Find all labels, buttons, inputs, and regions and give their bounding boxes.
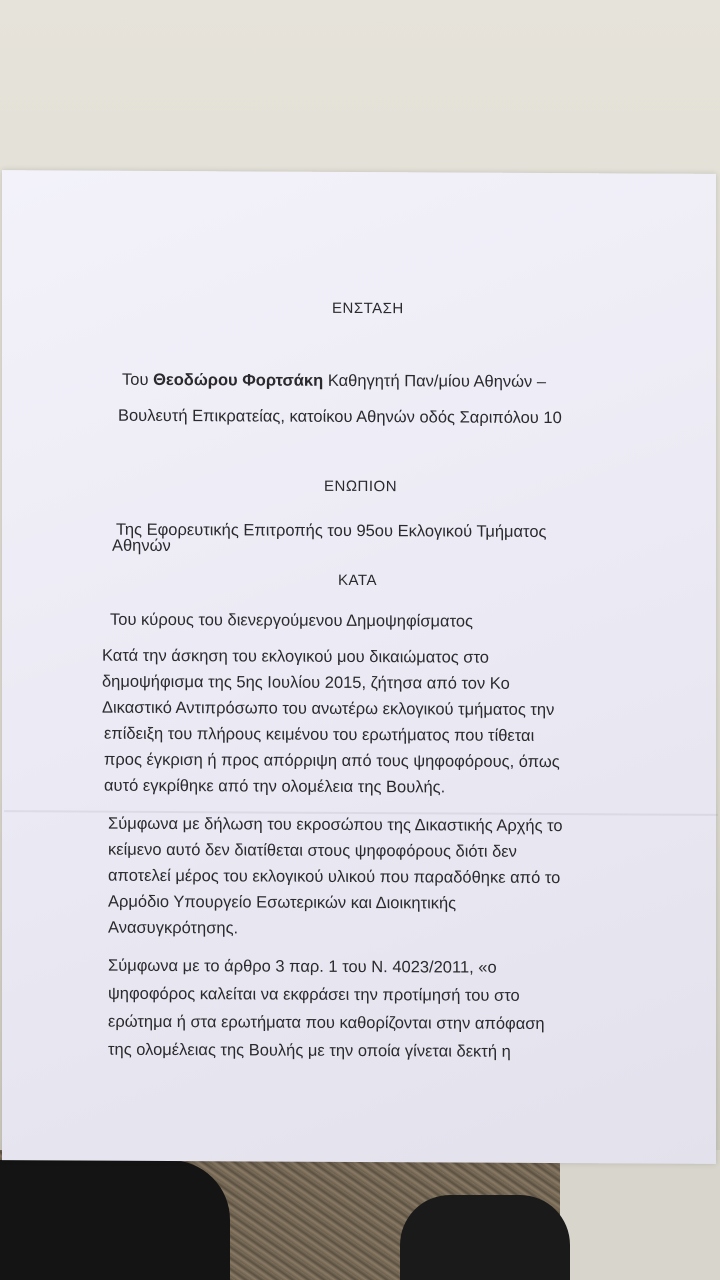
paragraph1-line-2: δημοψήφισμα της 5ης Ιουλίου 2015, ζήτησα από τον Κο [102,672,510,693]
paragraph2-line-4: Αρμόδιο Υπουργείο Εσωτερικών και Διοικητικής [108,892,457,913]
from-line1-rest: Καθηγητή Παν/μίου Αθηνών – [327,371,547,391]
desk-surface [560,1150,720,1280]
paragraph1-line-3: Δικαστικό Αντιπρόσωπο του ανωτέρω εκλογικού τμήματος την [102,698,555,720]
paragraph3-line-2: ψηφοφόρος καλείται να εκφράσει την προτίμησή του στο [108,984,520,1005]
paragraph2-line-3: αποτελεί μέρος του εκλογικού υλικού που παραδόθηκε από το [108,866,561,888]
shoe-right [400,1195,570,1280]
paragraph2-line-1: Σύμφωνα με δήλωση του εκροσώπου της Δικαστικής Αρχής το [108,814,563,836]
paragraph1-line-5: προς έγκριση ή προς απόρριψη από τους ψηφοφόρους, όπως [104,750,560,772]
paragraph3-line-1: Σύμφωνα με το άρθρο 3 παρ. 1 του Ν. 4023/2011, «ο [108,956,497,977]
against-text: Του κύρους του διενεργούμενου Δημοψηφίσματος [110,610,473,631]
from-prefix: Του [122,370,149,389]
paragraph3-line-4: της ολομέλειας της Βουλής με την οποία γίνεται δεκτή η [108,1040,511,1061]
from-line-1 [122,367,546,395]
from-name: Θεοδώρου Φορτσάκη [153,370,324,390]
document-title: ΕΝΣΤΑΣΗ [332,299,404,318]
before-line-1: Της Εφορευτικής Επιτροπής του 95ου Εκλογικού Τμήματος [116,520,547,541]
before-line-2: Αθηνών [112,536,171,556]
before-heading: ΕΝΩΠΙΟΝ [324,477,398,496]
against-heading: ΚΑΤΑ [338,571,377,590]
document-sheet [2,170,716,1164]
paragraph1-line-6: αυτό εγκρίθηκε από την ολομέλεια της Βουλής. [104,776,446,797]
paragraph2-line-2: κείμενο αυτό δεν διατίθεται στους ψηφοφόρους διότι δεν [108,840,517,861]
from-line-2: Βουλευτή Επικρατείας, κατοίκου Αθηνών οδός Σαριπόλου 10 [118,406,562,428]
paragraph1-line-4: επίδειξη του πλήρους κειμένου του ερωτήματος που τίθεται [104,724,535,745]
paragraph2-line-5: Ανασυγκρότησης. [108,918,239,938]
paragraph1-line-1: Κατά την άσκηση του εκλογικού μου δικαιώματος στο [102,646,489,667]
shoe-left [0,1160,230,1280]
paragraph3-line-3: ερώτημα ή στα ερωτήματα που καθορίζονται στην απόφαση [108,1012,545,1033]
